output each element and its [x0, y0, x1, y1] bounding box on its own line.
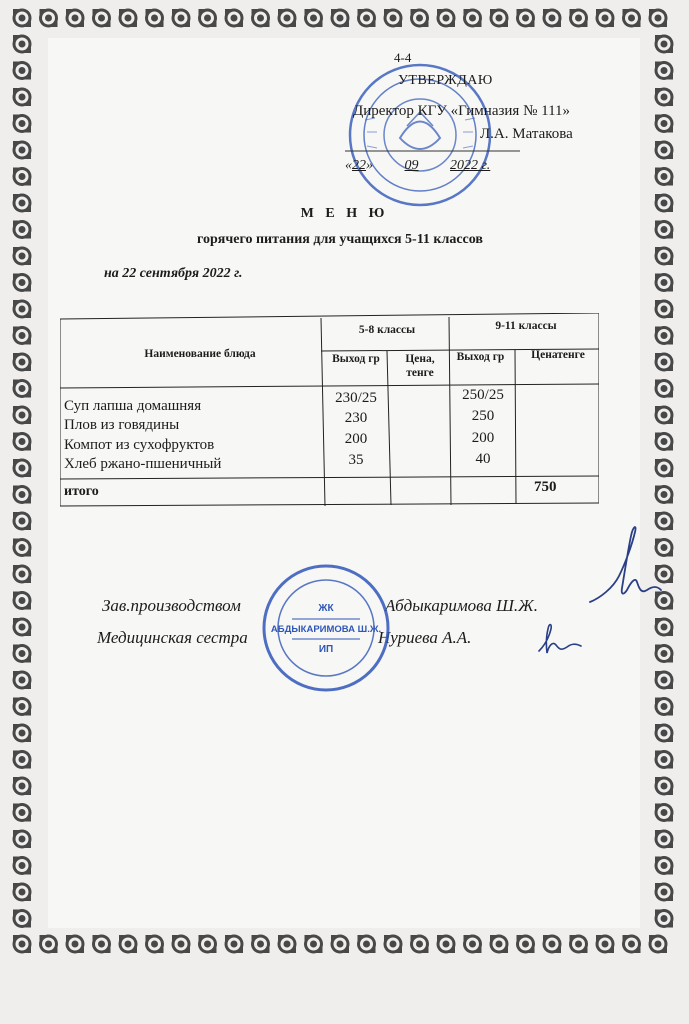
- border-ornament: [655, 114, 674, 133]
- border-ornament: [655, 300, 674, 319]
- total-label: итого: [64, 484, 99, 499]
- border-ornament: [225, 935, 244, 954]
- border-ornament: [251, 9, 270, 28]
- border-ornament: [198, 9, 217, 28]
- col-header-price-5-8: Цена, тенге: [405, 353, 435, 379]
- border-ornament: [13, 538, 32, 557]
- border-ornament: [655, 909, 674, 928]
- border-ornament: [13, 167, 32, 186]
- border-ornament: [655, 432, 674, 451]
- border-ornament: [655, 220, 674, 239]
- border-ornament: [304, 9, 323, 28]
- border-ornament: [655, 485, 674, 504]
- border-ornament: [543, 935, 562, 954]
- border-ornament: [172, 9, 191, 28]
- border-ornament: [145, 9, 164, 28]
- border-ornament: [655, 273, 674, 292]
- organization-name: КГУ «Гимназия № 111»: [417, 103, 571, 119]
- border-ornament: [13, 220, 32, 239]
- border-ornament: [66, 935, 85, 954]
- border-ornament: [655, 697, 674, 716]
- total-value: 750: [534, 479, 557, 495]
- director-prefix: Директор: [353, 103, 414, 119]
- col-group-5-8: 5-8 классы: [358, 324, 416, 336]
- approval-signer: Л.А. Матакова: [480, 126, 573, 142]
- border-ornament: [13, 830, 32, 849]
- border-ornament: [13, 909, 32, 928]
- border-ornament: [516, 935, 535, 954]
- menu-subtitle: горячего питания для учащихся 5-11 классов: [196, 232, 483, 247]
- border-ornament: [357, 9, 376, 28]
- border-ornament: [655, 406, 674, 425]
- border-ornament: [655, 35, 674, 54]
- border-ornament: [13, 485, 32, 504]
- border-ornament: [655, 326, 674, 345]
- border-ornament: [13, 114, 32, 133]
- border-ornament: [655, 459, 674, 478]
- border-ornament: [655, 618, 674, 637]
- approval-date: «22» 09 2022 г.: [345, 158, 491, 173]
- border-ornament: [13, 379, 32, 398]
- border-ornament: [13, 459, 32, 478]
- dish-name: Плов из говядины: [64, 417, 180, 433]
- dish-name: Компот из сухофруктов: [64, 437, 215, 453]
- border-ornament: [649, 9, 668, 28]
- border-ornament: [13, 935, 32, 954]
- border-ornament: [655, 671, 674, 690]
- border-ornament: [543, 9, 562, 28]
- border-ornament: [655, 247, 674, 266]
- document-number: 4-4: [394, 50, 412, 65]
- border-ornament: [655, 61, 674, 80]
- border-ornament: [655, 141, 674, 160]
- border-ornament: [172, 935, 191, 954]
- border-ornament: [569, 935, 588, 954]
- yield-9-11: 250: [471, 408, 495, 424]
- yield-5-8: 35: [348, 452, 364, 468]
- menu-table: [60, 313, 599, 508]
- border-ornament: [13, 750, 32, 769]
- yield-5-8: 230/25: [335, 390, 377, 406]
- border-ornament: [622, 935, 641, 954]
- menu-date: на 22 сентября 2022 г.: [104, 266, 243, 281]
- border-ornament: [490, 9, 509, 28]
- border-ornament: [13, 247, 32, 266]
- border-ornament: [119, 935, 138, 954]
- border-ornament: [13, 724, 32, 743]
- border-ornament: [655, 856, 674, 875]
- border-ornament: [278, 9, 297, 28]
- border-ornament: [13, 432, 32, 451]
- stamp-line-1: ЖК: [318, 603, 334, 614]
- border-ornament: [655, 830, 674, 849]
- border-ornament: [13, 353, 32, 372]
- date-year: 2022 г.: [450, 158, 491, 173]
- border-ornament: [13, 644, 32, 663]
- border-ornament: [13, 141, 32, 160]
- border-ornament: [119, 9, 138, 28]
- border-ornament: [655, 724, 674, 743]
- border-ornament: [304, 935, 323, 954]
- approval-director-line: [353, 103, 570, 120]
- border-ornament: [13, 697, 32, 716]
- border-ornament: [145, 935, 164, 954]
- stamp-line-3: ИП: [318, 644, 334, 655]
- border-ornament: [569, 9, 588, 28]
- border-ornament: [66, 9, 85, 28]
- border-ornament: [13, 35, 32, 54]
- border-ornament: [13, 9, 32, 28]
- stamp-line-2: АБДЫКАРИМОВА Ш.Ж.: [270, 624, 382, 635]
- border-ornament: [13, 300, 32, 319]
- dish-name: Хлеб ржано-пшеничный: [64, 456, 222, 472]
- border-ornament: [278, 935, 297, 954]
- border-ornament: [655, 777, 674, 796]
- yield-9-11: 40: [475, 451, 491, 467]
- border-ornament: [516, 9, 535, 28]
- menu-title: М Е Н Ю: [300, 206, 389, 221]
- border-ornament: [384, 9, 403, 28]
- border-ornament: [655, 750, 674, 769]
- approval-heading: УТВЕРЖДАЮ: [398, 73, 493, 88]
- border-ornament: [490, 935, 509, 954]
- border-ornament: [225, 9, 244, 28]
- border-ornament: [384, 935, 403, 954]
- border-ornament: [437, 9, 456, 28]
- date-day: 22: [352, 158, 366, 173]
- border-ornament: [331, 935, 350, 954]
- border-ornament: [655, 883, 674, 902]
- border-ornament: [13, 883, 32, 902]
- col-header-yield-9-11: Выход гр: [456, 351, 505, 363]
- col-header-dish: Наименование блюда: [144, 348, 256, 360]
- border-ornament: [655, 379, 674, 398]
- border-ornament: [198, 935, 217, 954]
- border-ornament: [596, 935, 615, 954]
- nurse-role: Медицинская сестра: [97, 628, 248, 647]
- border-ornament: [251, 935, 270, 954]
- border-ornament: [649, 935, 668, 954]
- border-ornament: [13, 512, 32, 531]
- col-header-yield-5-8: Выход гр: [332, 353, 380, 365]
- border-ornament: [655, 803, 674, 822]
- border-ornament: [13, 406, 32, 425]
- border-ornament: [92, 935, 111, 954]
- border-ornament: [13, 591, 32, 610]
- border-ornament: [655, 353, 674, 372]
- border-ornament: [655, 167, 674, 186]
- border-ornament: [13, 618, 32, 637]
- yield-9-11: 200: [471, 430, 495, 446]
- border-ornament: [13, 856, 32, 875]
- nurse-name: Нуриева А.А.: [378, 628, 472, 647]
- border-ornament: [463, 9, 482, 28]
- border-ornament: [357, 935, 376, 954]
- dish-name: Суп лапша домашняя: [64, 398, 202, 414]
- yield-5-8: 200: [344, 431, 368, 447]
- border-ornament: [13, 61, 32, 80]
- col-group-9-11: 9-11 классы: [495, 320, 557, 332]
- yield-9-11: 250/25: [462, 387, 504, 403]
- production-manager-role: Зав.производством: [102, 596, 241, 615]
- border-ornament: [463, 935, 482, 954]
- border-ornament: [92, 9, 111, 28]
- border-ornament: [655, 88, 674, 107]
- border-ornament: [331, 9, 350, 28]
- border-ornament: [13, 273, 32, 292]
- date-underline: [345, 150, 520, 153]
- signature-manager: [585, 520, 665, 610]
- border-ornament: [13, 671, 32, 690]
- border-ornament: [596, 9, 615, 28]
- border-ornament: [410, 9, 429, 28]
- border-ornament: [13, 777, 32, 796]
- production-manager-name: Абдыкаримова Ш.Ж.: [385, 596, 538, 615]
- col-header-price-9-11: Ценатенге: [531, 349, 585, 361]
- border-ornament: [13, 803, 32, 822]
- border-ornament: [622, 9, 641, 28]
- company-stamp: [260, 562, 392, 694]
- border-ornament: [39, 9, 58, 28]
- border-ornament: [39, 935, 58, 954]
- border-ornament: [13, 565, 32, 584]
- border-ornament: [410, 935, 429, 954]
- border-ornament: [13, 326, 32, 345]
- signature-nurse: [535, 615, 585, 660]
- border-ornament: [655, 644, 674, 663]
- border-ornament: [13, 88, 32, 107]
- date-month: 09: [404, 158, 419, 173]
- yield-5-8: 230: [344, 410, 368, 426]
- border-ornament: [437, 935, 456, 954]
